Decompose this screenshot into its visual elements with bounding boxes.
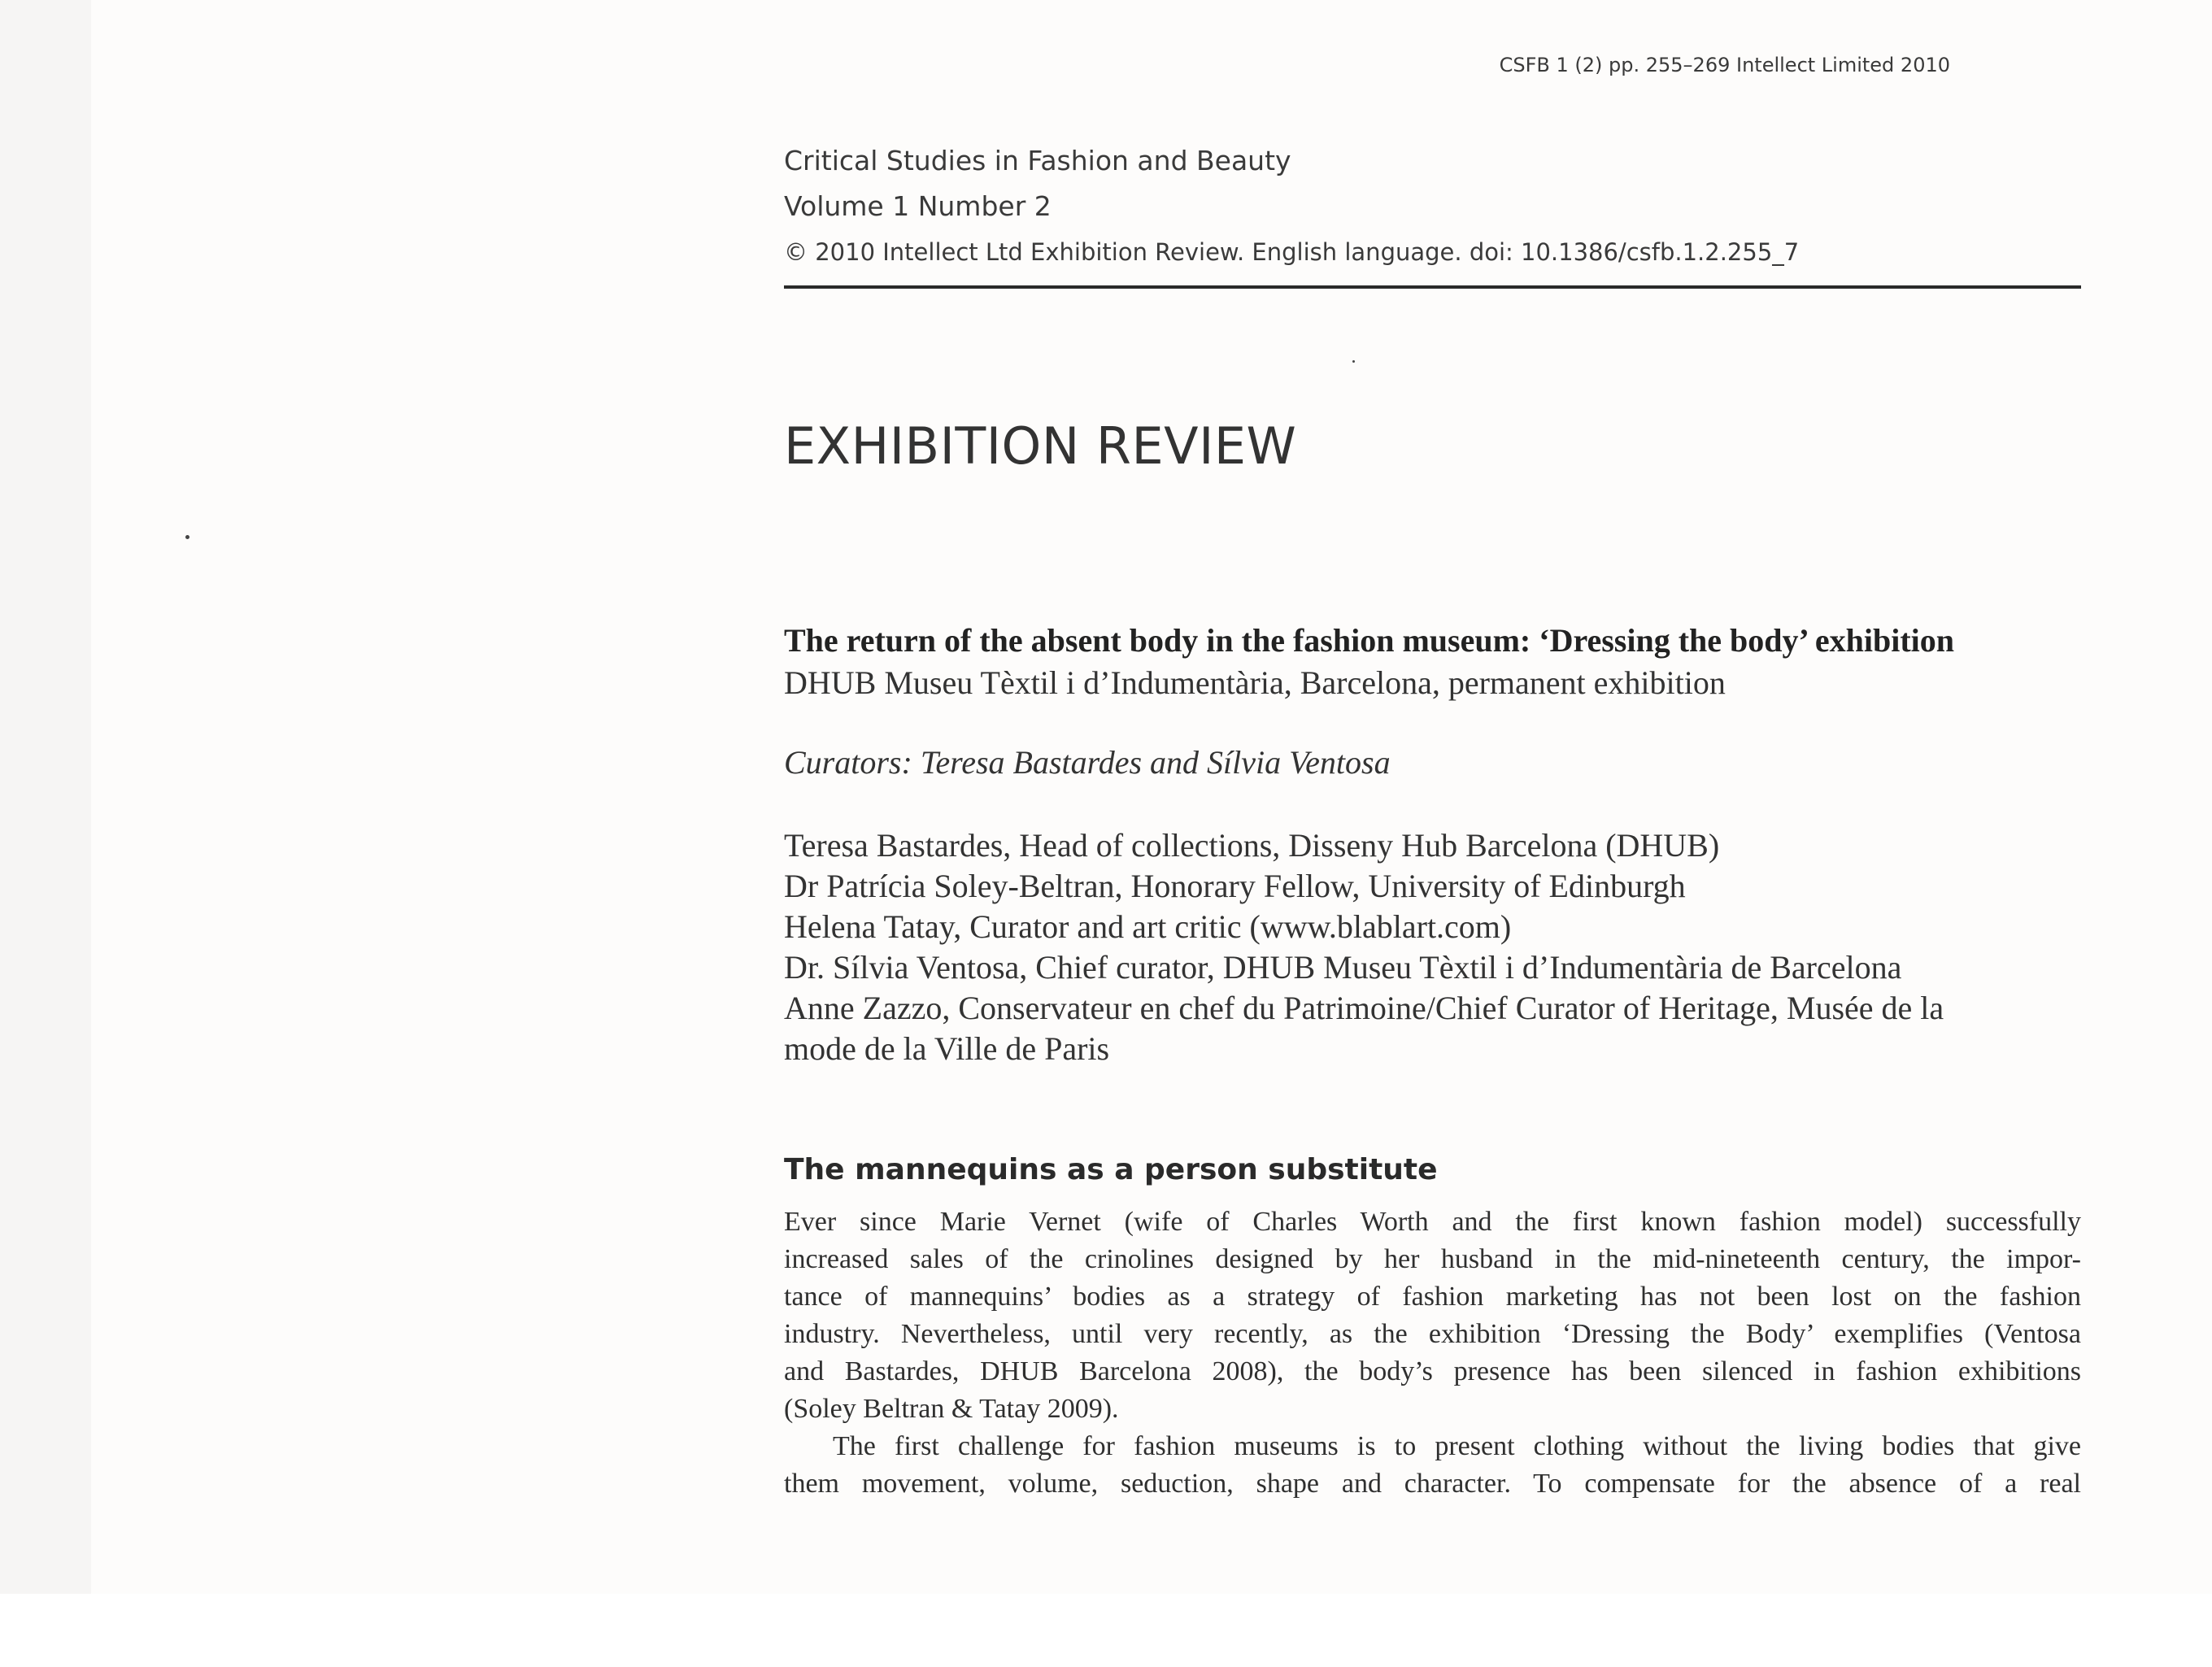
section-heading: The mannequins as a person substitute <box>784 1153 1438 1186</box>
author-line: Helena Tatay, Curator and art critic (www.blablart.com) <box>784 908 1512 945</box>
journal-volume: Volume 1 Number 2 <box>784 190 1052 222</box>
scan-bottom-margin <box>0 1594 2212 1667</box>
paragraph-line: The first challenge for fashion museums is to present clothing without the living bodies that give <box>833 1431 2081 1461</box>
author-line: Teresa Bastardes, Head of collections, Disseny Hub Barcelona (DHUB) <box>784 827 1720 864</box>
author-line: Dr Patrícia Soley-Beltran, Honorary Fellow, University of Edinburgh <box>784 868 1686 904</box>
author-list <box>784 825 2081 1069</box>
article-title: The return of the absent body in the fashion museum: ‘Dressing the body’ exhibition <box>784 622 1955 659</box>
body-text <box>784 1203 2081 1503</box>
paragraph-line: industry. Nevertheless, until very recently, as the exhibition ‘Dressing the Body’ exemplifies (Ventosa <box>784 1319 2081 1349</box>
paragraph-line: (Soley Beltran & Tatay 2009). <box>784 1394 1119 1424</box>
article-venue: DHUB Museu Tèxtil i d’Indumentària, Barcelona, permanent exhibition <box>784 664 1726 701</box>
paragraph-line: and Bastardes, DHUB Barcelona 2008), the body’s presence has been silenced in fashion exhibitions <box>784 1356 2081 1386</box>
scan-speck <box>185 535 189 539</box>
author-line: Anne Zazzo, Conservateur en chef du Patrimoine/Chief Curator of Heritage, Musée de la <box>784 990 1944 1026</box>
journal-header <box>784 138 2081 275</box>
author-line: Dr. Sílvia Ventosa, Chief curator, DHUB Museu Tèxtil i d’Indumentària de Barcelona <box>784 949 1902 986</box>
paragraph-line: Ever since Marie Vernet (wife of Charles Worth and the first known fashion model) successfully <box>784 1207 2081 1237</box>
paragraph-line: them movement, volume, seduction, shape and character. To compensate for the absence of a real <box>784 1469 2081 1499</box>
scan-speck <box>1352 360 1355 363</box>
section-label: EXHIBITION REVIEW <box>784 416 1297 476</box>
article-curators: Curators: Teresa Bastardes and Sílvia Ventosa <box>784 744 1391 781</box>
author-line: mode de la Ville de Paris <box>784 1030 1110 1067</box>
header-rule <box>784 285 2081 289</box>
citation-line: CSFB 1 (2) pp. 255–269 Intellect Limited 2010 <box>1499 54 1950 76</box>
scan-gutter <box>0 0 91 1594</box>
paragraph-line: increased sales of the crinolines designed by her husband in the mid-nineteenth century, the impor- <box>784 1244 2081 1274</box>
journal-doi: © 2010 Intellect Ltd Exhibition Review. English language. doi: 10.1386/csfb.1.2.255_7 <box>784 238 1800 266</box>
journal-title: Critical Studies in Fashion and Beauty <box>784 145 1291 176</box>
paragraph-line: tance of mannequins’ bodies as a strategy of fashion marketing has not been lost on the fashion <box>784 1282 2081 1312</box>
